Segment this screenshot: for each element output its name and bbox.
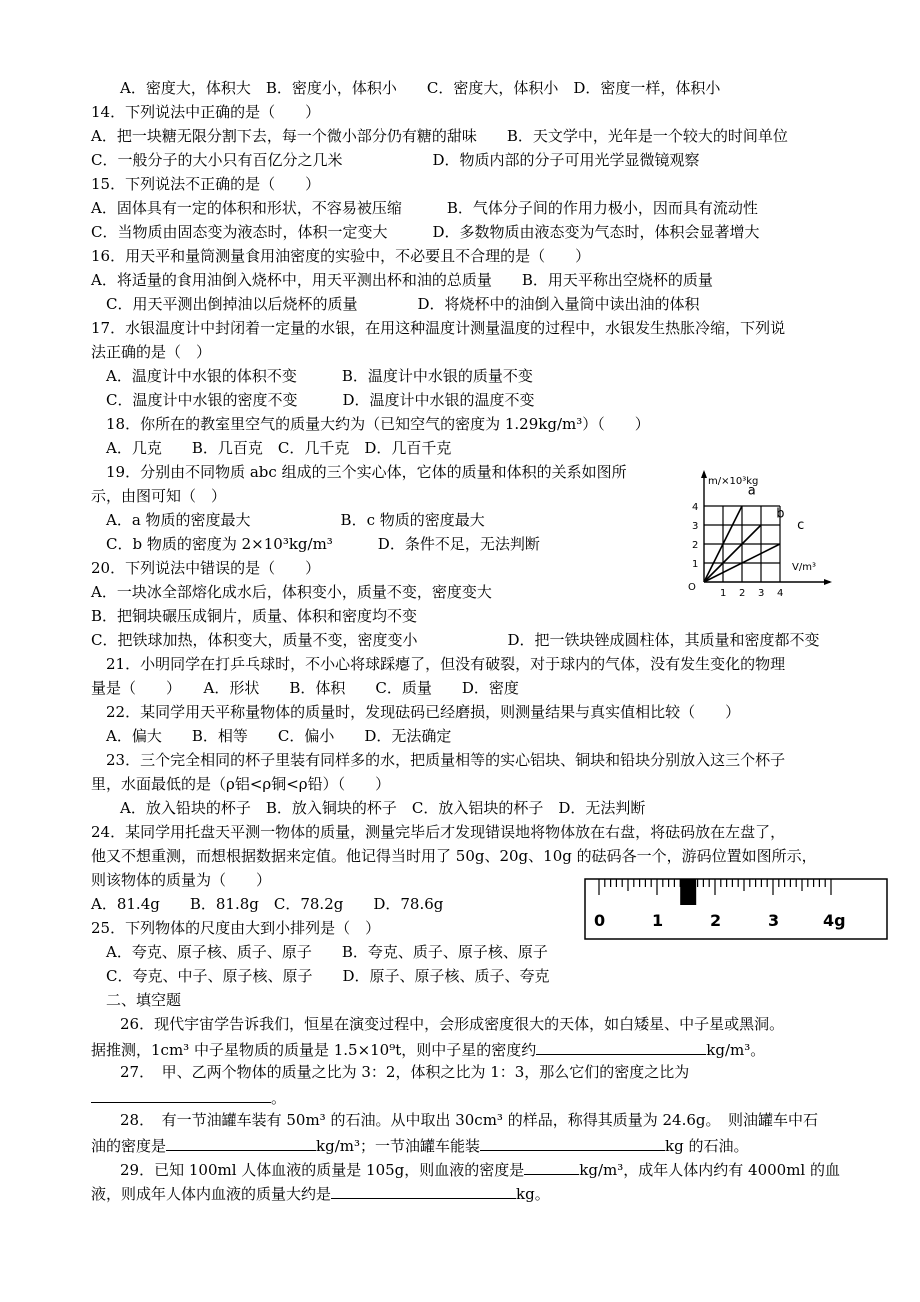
q15-options-ab: A．固体具有一定的体积和形状，不容易被压缩 B．气体分子间的作用力极小，因而具有流动性 xyxy=(91,199,758,217)
q26-answer-blank[interactable] xyxy=(536,1038,706,1055)
y-tick-label: 2 xyxy=(692,540,699,551)
y-axis-label: m/×10³kg xyxy=(708,476,759,487)
q28-text: 油的密度是 xyxy=(91,1137,167,1155)
series-label-b: b xyxy=(776,506,785,522)
q13-options: A．密度大，体积大 B．密度小，体积小 C．密度大，体积小 D．密度一样，体积小 xyxy=(120,79,721,97)
q20-option-b: B．把铜块碾压成铜片，质量、体积和密度均不变 xyxy=(91,607,418,625)
q29-mass-blank[interactable] xyxy=(331,1182,516,1199)
x-axis-label: V/m³ xyxy=(792,562,816,573)
q29-text2: 液，则成年人体内血液的质量大约是 xyxy=(91,1185,332,1203)
series-label-a: a xyxy=(747,483,756,499)
series-label-c: c xyxy=(797,517,805,533)
q22-stem: 22．某同学用天平称量物体的质量时，发现砝码已经磨损，则测量结果与真实值相比较（ ） xyxy=(106,703,741,721)
q16-options-cd: C．用天平测出倒掉油以后烧杯的质量 D．将烧杯中的油倒入量筒中读出油的体积 xyxy=(106,295,700,313)
ruler-frame xyxy=(585,879,887,939)
q20-stem: 20．下列说法中错误的是（ ） xyxy=(91,559,321,577)
q24-rider-scale xyxy=(584,874,889,944)
q17-stem-cont: 法正确的是（ ） xyxy=(91,343,212,361)
x-tick-label: 4 xyxy=(777,588,784,599)
ruler-label: 4g xyxy=(823,911,846,930)
q16-stem: 16．用天平和量筒测量食用油密度的实验中，不必要且不合理的是（ ） xyxy=(91,247,591,265)
q26-stem-cont xyxy=(91,1038,765,1058)
q27-stem-cont xyxy=(91,1086,286,1106)
x-tick-label: 2 xyxy=(739,588,746,599)
q29-end: kg。 xyxy=(516,1185,550,1203)
x-tick-label: 3 xyxy=(758,588,765,599)
q18-stem: 18．你所在的教室里空气的质量大约为（已知空气的密度为 1.29kg/m³）（ ） xyxy=(106,415,650,433)
q24-options: A．81.4g B．81.8g C．78.2g D．78.6g xyxy=(91,895,444,913)
q29-density-blank[interactable] xyxy=(524,1158,579,1175)
q15-stem: 15．下列说法不正确的是（ ） xyxy=(91,175,321,193)
ruler-label: 2 xyxy=(710,911,722,930)
q16-options-ab: A．将适量的食用油倒入烧杯中，用天平测出杯和油的总质量 B．用天平称出空烧杯的质量 xyxy=(91,271,713,289)
q20-option-a: A．一块冰全部熔化成水后，体积变小，质量不变，密度变大 xyxy=(91,583,492,601)
q29-mid: kg/m³，成年人体内约有 4000ml 的血 xyxy=(579,1161,840,1179)
q27-stem: 27． 甲、乙两个物体的质量之比为 3：2，体积之比为 1：3，那么它们的密度之比为 xyxy=(120,1063,690,1081)
q28-density-blank[interactable] xyxy=(166,1134,316,1151)
q18-options: A．几克 B．几百克 C．几千克 D．几百千克 xyxy=(106,439,452,457)
ruler-label: 3 xyxy=(768,911,780,930)
q26-unit: kg/m³。 xyxy=(706,1041,766,1059)
q23-stem-cont: 里，水面最低的是（ρ铝<ρ铜<ρ铅）（ ） xyxy=(91,775,391,793)
q21-stem: 21．小明同学在打乒乓球时，不小心将球踩瘪了，但没有破裂，对于球内的气体，没有发生变化的物理 xyxy=(106,655,786,673)
q26-text: 据推测，1cm³ 中子星物质的质量是 1.5×10⁹t，则中子星的密度约 xyxy=(91,1041,537,1059)
q19-stem-cont: 示，由图可知（ ） xyxy=(91,487,227,505)
q21-options: 量是（ ） A．形状 B．体积 C．质量 D．密度 xyxy=(91,679,519,697)
q25-options-cd: C．夸克、中子、原子核、原子 D．原子、原子核、质子、夸克 xyxy=(106,967,550,985)
q17-stem: 17．水银温度计中封闭着一定量的水银，在用这种温度计测量温度的过程中，水银发生热胀冷缩，下列说 xyxy=(91,319,786,337)
q14-options-cd: C．一般分子的大小只有百亿分之几米 D．物质内部的分子可用光学显微镜观察 xyxy=(91,151,700,169)
x-axis-arrow xyxy=(824,579,832,585)
rider-slider xyxy=(680,879,696,905)
y-tick-label: 1 xyxy=(692,559,699,570)
q24-stem: 24．某同学用托盘天平测一物体的质量，测量完毕后才发现错误地将物体放在右盘，将砝码放在左盘了， xyxy=(91,823,786,841)
q27-end: 。 xyxy=(271,1089,287,1107)
q24-stem-cont2: 则该物体的质量为（ ） xyxy=(91,871,272,889)
y-tick-label: 3 xyxy=(692,521,699,532)
q25-stem: 25．下列物体的尺度由大到小排列是（ ） xyxy=(91,919,381,937)
q17-options-cd: C．温度计中水银的密度不变 D．温度计中水银的温度不变 xyxy=(106,391,535,409)
q19-options-cd: C．b 物质的密度为 2×10³kg/m³ D．条件不足，无法判断 xyxy=(106,535,540,553)
y-axis-arrow xyxy=(701,470,707,478)
q28-mass-blank[interactable] xyxy=(480,1134,665,1151)
q19-stem: 19．分别由不同物质 abc 组成的三个实心体，它体的质量和体积的关系如图所 xyxy=(106,463,627,481)
q25-options-ab: A．夸克、原子核、质子、原子 B．夸克、质子、原子核、原子 xyxy=(106,943,548,961)
q19-mass-volume-graph xyxy=(680,460,840,610)
series-line-b xyxy=(704,525,761,582)
ruler-label: 1 xyxy=(652,911,664,930)
q28-mid: kg/m³；一节油罐车能装 xyxy=(316,1137,480,1155)
section-title: 二、填空题 xyxy=(106,991,182,1009)
y-tick-label: 4 xyxy=(692,502,699,513)
q24-stem-cont: 他又不想重测，而想根据数据来定值。他记得当时用了 50g、20g、10g 的砝码各一个，游码位置如图所示， xyxy=(91,847,817,865)
q29-text: 29．已知 100ml 人体血液的质量是 105g，则血液的密度是 xyxy=(120,1161,525,1179)
q14-options-ab: A．把一块糖无限分割下去，每一个微小部分仍有糖的甜味 B．天文学中，光年是一个较大的时间单位 xyxy=(91,127,788,145)
q29-stem-cont xyxy=(91,1182,550,1202)
q28-stem: 28． 有一节油罐车装有 50m³ 的石油。从中取出 30cm³ 的样品，称得其质量为 24.6g。 则油罐车中石 xyxy=(120,1111,818,1129)
q28-stem-cont xyxy=(91,1134,748,1154)
ruler-label: 0 xyxy=(594,911,606,930)
q22-options: A．偏大 B．相等 C．偏小 D．无法确定 xyxy=(106,727,452,745)
q27-answer-blank[interactable] xyxy=(91,1086,271,1103)
q23-stem: 23．三个完全相同的杯子里装有同样多的水，把质量相等的实心铝块、铜块和铅块分别放入这三个杯子 xyxy=(106,751,786,769)
q17-options-ab: A．温度计中水银的体积不变 B．温度计中水银的质量不变 xyxy=(106,367,533,385)
x-tick-label: 1 xyxy=(720,588,727,599)
q28-end: kg 的石油。 xyxy=(665,1137,749,1155)
q19-options-ab: A．a 物质的密度最大 B．c 物质的密度最大 xyxy=(106,511,485,529)
q26-stem: 26．现代宇宙学告诉我们，恒星在演变过程中，会形成密度很大的天体，如白矮星、中子星或黑洞。 xyxy=(120,1015,785,1033)
q29-stem xyxy=(120,1158,840,1178)
q23-options: A．放入铅块的杯子 B．放入铜块的杯子 C．放入铝块的杯子 D．无法判断 xyxy=(120,799,646,817)
origin-label: O xyxy=(688,582,696,593)
q15-options-cd: C．当物质由固态变为液态时，体积一定变大 D．多数物质由液态变为气态时，体积会显著增大 xyxy=(91,223,760,241)
q14-stem: 14．下列说法中正确的是（ ） xyxy=(91,103,321,121)
q20-options-cd: C．把铁球加热，体积变大，质量不变，密度变小 D．把一铁块锉成圆柱体，其质量和密度都不变 xyxy=(91,631,820,649)
